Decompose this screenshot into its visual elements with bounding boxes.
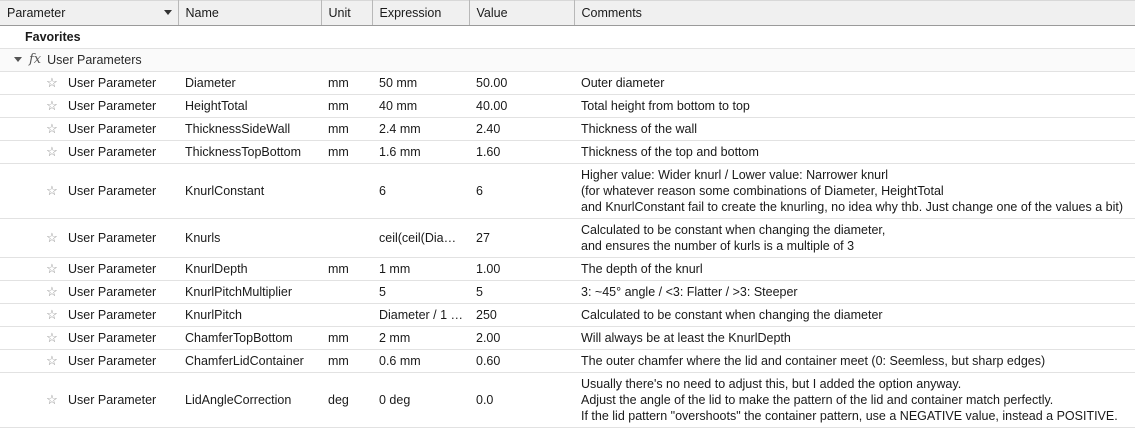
parameter-unit-cell[interactable]: mm	[321, 350, 372, 373]
table-row[interactable]	[0, 373, 1135, 428]
parameter-comments-cell[interactable]	[574, 350, 1135, 373]
parameter-cell	[0, 350, 178, 373]
comment-line: Thickness of the wall	[581, 122, 698, 136]
table-body	[0, 26, 1135, 428]
comment-line: Calculated to be constant when changing the diameter,	[581, 223, 886, 237]
comment-line: Usually there's no need to adjust this, but I added the option anyway.	[581, 377, 962, 391]
parameter-cell	[0, 219, 178, 258]
parameter-value-cell[interactable]: 5	[469, 281, 574, 304]
favorites-label-cell	[0, 26, 1135, 49]
favorite-star-icon[interactable]: ☆	[46, 284, 58, 299]
fx-icon: fx	[29, 52, 42, 67]
table-row[interactable]	[0, 72, 1135, 95]
favorite-star-icon[interactable]: ☆	[46, 392, 58, 407]
parameter-name-cell[interactable]: ThicknessSideWall	[178, 118, 321, 141]
parameter-name-cell[interactable]: KnurlDepth	[178, 258, 321, 281]
favorites-group-row[interactable]	[0, 26, 1135, 49]
parameter-unit-cell[interactable]	[321, 304, 372, 327]
parameter-value-cell[interactable]: 27	[469, 219, 574, 258]
parameter-unit-cell[interactable]: mm	[321, 95, 372, 118]
table-header	[0, 1, 1135, 26]
comment-line: and KnurlConstant fail to create the knurling, no idea why thb. Just change one of the values a bit)	[581, 200, 1124, 214]
parameter-comments-cell[interactable]	[574, 281, 1135, 304]
disclosure-triangle-icon[interactable]	[13, 55, 23, 65]
user-parameters-cell	[0, 49, 1135, 72]
comment-line: Will always be at least the KnurlDepth	[581, 331, 791, 345]
parameter-type-label: User Parameter	[68, 231, 157, 245]
parameter-cell	[0, 373, 178, 428]
parameter-cell	[0, 304, 178, 327]
table-row[interactable]	[0, 219, 1135, 258]
favorite-star-icon[interactable]: ☆	[46, 330, 58, 345]
parameter-value-cell[interactable]: 2.40	[469, 118, 574, 141]
parameter-value-cell[interactable]: 2.00	[469, 327, 574, 350]
parameter-cell	[0, 327, 178, 350]
table-row[interactable]	[0, 258, 1135, 281]
parameter-type-label: User Parameter	[68, 99, 157, 113]
parameter-value-cell[interactable]: 0.60	[469, 350, 574, 373]
table-row[interactable]	[0, 350, 1135, 373]
parameter-unit-cell[interactable]: mm	[321, 118, 372, 141]
column-header-unit[interactable]	[321, 1, 372, 26]
parameter-unit-cell[interactable]: mm	[321, 141, 372, 164]
table-row[interactable]	[0, 281, 1135, 304]
parameter-comments-cell[interactable]	[574, 327, 1135, 350]
favorite-star-icon[interactable]: ☆	[46, 121, 58, 136]
parameter-type-label: User Parameter	[68, 285, 157, 299]
favorite-star-icon[interactable]: ☆	[46, 98, 58, 113]
parameter-value-cell[interactable]: 50.00	[469, 72, 574, 95]
comment-line: Higher value: Wider knurl / Lower value: Narrower knurl	[581, 168, 889, 182]
parameter-expression-cell[interactable]: 5	[372, 281, 469, 304]
parameter-cell	[0, 72, 178, 95]
parameter-value-cell[interactable]: 0.0	[469, 373, 574, 428]
table-row[interactable]	[0, 304, 1135, 327]
column-header-label: Value	[476, 5, 508, 20]
parameter-expression-cell[interactable]: 1 mm	[372, 258, 469, 281]
parameter-comments-cell[interactable]	[574, 95, 1135, 118]
parameter-unit-cell[interactable]	[321, 219, 372, 258]
comment-line: and ensures the number of kurls is a multiple of 3	[581, 239, 855, 253]
table-row[interactable]	[0, 164, 1135, 219]
parameter-expression-cell[interactable]: 50 mm	[372, 72, 469, 95]
parameter-comments-cell[interactable]	[574, 141, 1135, 164]
parameter-expression-cell[interactable]: 40 mm	[372, 95, 469, 118]
parameter-type-label: User Parameter	[68, 331, 157, 345]
comment-line: Thickness of the top and bottom	[581, 145, 759, 159]
column-header-value[interactable]	[469, 1, 574, 26]
column-header-name[interactable]	[178, 1, 321, 26]
comment-line: (for whatever reason some combinations of Diameter, HeightTotal	[581, 184, 944, 198]
favorite-star-icon[interactable]: ☆	[46, 353, 58, 368]
parameter-unit-cell[interactable]	[321, 281, 372, 304]
parameter-name-cell[interactable]: KnurlPitch	[178, 304, 321, 327]
parameter-cell	[0, 164, 178, 219]
parameter-name-cell[interactable]: LidAngleCorrection	[178, 373, 321, 428]
column-header-parameter[interactable]	[0, 1, 178, 26]
parameter-name-cell[interactable]: ChamferLidContainer	[178, 350, 321, 373]
parameter-comments-cell[interactable]	[574, 164, 1135, 219]
parameter-comments-cell[interactable]	[574, 72, 1135, 95]
table-row[interactable]	[0, 95, 1135, 118]
parameter-name-cell[interactable]: KnurlPitchMultiplier	[178, 281, 321, 304]
parameter-value-cell[interactable]: 1.00	[469, 258, 574, 281]
parameter-unit-cell[interactable]: mm	[321, 72, 372, 95]
parameter-unit-cell[interactable]: deg	[321, 373, 372, 428]
parameter-type-label: User Parameter	[68, 354, 157, 368]
parameter-expression-cell[interactable]: Diameter / 1 …	[372, 304, 469, 327]
comment-line: Adjust the angle of the lid to make the pattern of the lid and container match perfectly.	[581, 393, 1054, 407]
table-row[interactable]	[0, 327, 1135, 350]
parameter-cell	[0, 118, 178, 141]
parameter-unit-cell[interactable]	[321, 164, 372, 219]
column-header-label: Parameter	[7, 5, 66, 20]
favorite-star-icon[interactable]: ☆	[46, 144, 58, 159]
parameter-type-label: User Parameter	[68, 393, 157, 407]
parameter-type-label: User Parameter	[68, 308, 157, 322]
parameter-cell	[0, 281, 178, 304]
parameter-expression-cell[interactable]: 2.4 mm	[372, 118, 469, 141]
column-header-expression[interactable]	[372, 1, 469, 26]
parameter-expression-cell[interactable]: 6	[372, 164, 469, 219]
table-row[interactable]	[0, 118, 1135, 141]
parameter-comments-cell[interactable]	[574, 258, 1135, 281]
parameter-value-cell[interactable]: 1.60	[469, 141, 574, 164]
comment-line: Outer diameter	[581, 76, 665, 90]
favorite-star-icon[interactable]: ☆	[46, 75, 58, 90]
comment-line: The depth of the knurl	[581, 262, 703, 276]
parameter-comments-cell[interactable]	[574, 219, 1135, 258]
parameter-value-cell[interactable]: 250	[469, 304, 574, 327]
parameter-comments-cell[interactable]	[574, 118, 1135, 141]
parameter-name-cell[interactable]: KnurlConstant	[178, 164, 321, 219]
favorite-star-icon[interactable]: ☆	[46, 261, 58, 276]
comment-line: If the lid pattern "overshoots" the container pattern, use a NEGATIVE value, instead a POSITIVE.	[581, 409, 1118, 423]
parameter-expression-cell[interactable]: 1.6 mm	[372, 141, 469, 164]
parameter-name-cell[interactable]: HeightTotal	[178, 95, 321, 118]
favorite-star-icon[interactable]: ☆	[46, 307, 58, 322]
user-parameters-label: User Parameters	[47, 53, 142, 67]
comment-line: Calculated to be constant when changing the diameter	[581, 308, 883, 322]
parameter-name-cell[interactable]: Knurls	[178, 219, 321, 258]
parameter-unit-cell[interactable]: mm	[321, 327, 372, 350]
parameter-comments-cell[interactable]	[574, 304, 1135, 327]
chevron-down-icon[interactable]	[164, 10, 172, 15]
comment-line: Total height from bottom to top	[581, 99, 750, 113]
parameter-name-cell[interactable]: ChamferTopBottom	[178, 327, 321, 350]
favorite-star-icon[interactable]: ☆	[46, 183, 58, 198]
parameter-type-label: User Parameter	[68, 145, 157, 159]
parameter-value-cell[interactable]: 6	[469, 164, 574, 219]
parameter-expression-cell[interactable]: 0 deg	[372, 373, 469, 428]
parameter-name-cell[interactable]: Diameter	[178, 72, 321, 95]
parameter-type-label: User Parameter	[68, 184, 157, 198]
parameter-expression-cell[interactable]: 2 mm	[372, 327, 469, 350]
parameter-cell	[0, 258, 178, 281]
parameter-expression-cell[interactable]: 0.6 mm	[372, 350, 469, 373]
comment-line: The outer chamfer where the lid and container meet (0: Seemless, but sharp edges)	[581, 354, 1046, 368]
parameter-expression-cell[interactable]: ceil(ceil(Dia…	[372, 219, 469, 258]
user-parameters-group-row[interactable]	[0, 49, 1135, 72]
parameter-unit-cell[interactable]: mm	[321, 258, 372, 281]
parameter-value-cell[interactable]: 40.00	[469, 95, 574, 118]
favorite-star-icon[interactable]: ☆	[46, 230, 58, 245]
table-row[interactable]	[0, 141, 1135, 164]
column-header-label: Name	[185, 5, 219, 20]
parameter-name-cell[interactable]: ThicknessTopBottom	[178, 141, 321, 164]
column-header-label: Unit	[328, 5, 351, 20]
parameter-type-label: User Parameter	[68, 262, 157, 276]
parameter-type-label: User Parameter	[68, 76, 157, 90]
column-header-label: Comments	[581, 5, 642, 20]
comment-line: 3: ~45° angle / <3: Flatter / >3: Steeper	[581, 285, 798, 299]
parameter-cell	[0, 141, 178, 164]
column-header-comments[interactable]	[574, 1, 1135, 26]
parameter-comments-cell[interactable]	[574, 373, 1135, 428]
parameter-cell	[0, 95, 178, 118]
column-header-label: Expression	[379, 5, 442, 20]
parameter-type-label: User Parameter	[68, 122, 157, 136]
favorites-label: Favorites	[25, 30, 81, 44]
